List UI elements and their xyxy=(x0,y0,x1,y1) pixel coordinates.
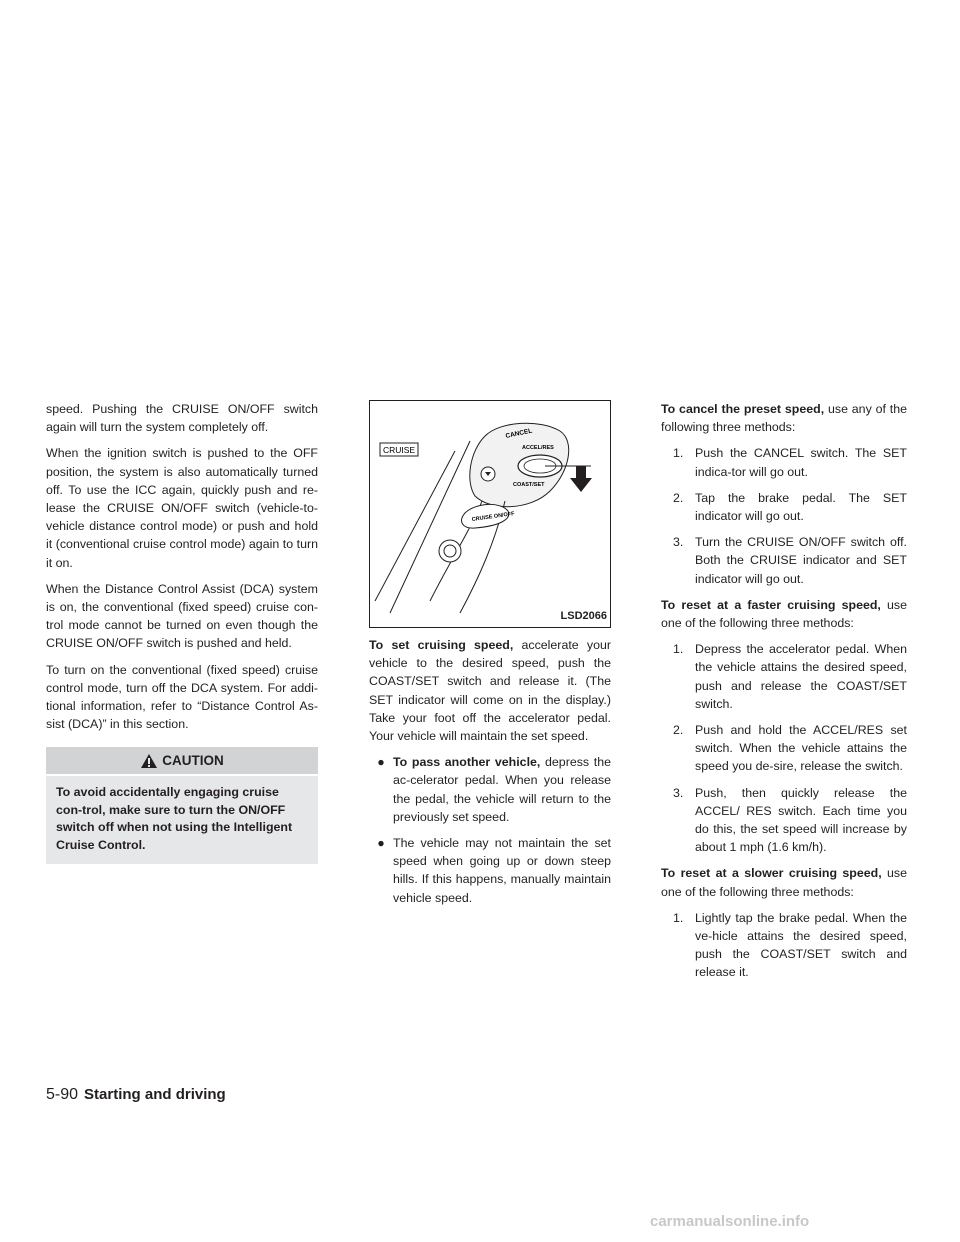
list-item xyxy=(661,640,907,713)
cruise-switch-illustration xyxy=(369,400,611,628)
steering-wheel-switch-drawing xyxy=(370,401,610,627)
faster-intro: use one of the following three methods: xyxy=(661,597,907,631)
paragraph: speed. Pushing the CRUISE ON/OFF switch again will turn the system completely off. xyxy=(46,402,318,435)
caution-title: CAUTION xyxy=(162,752,224,768)
set-speed-paragraph xyxy=(369,636,611,745)
slower-steps xyxy=(661,909,907,982)
step-number: 1. xyxy=(673,910,684,925)
list-item xyxy=(661,533,907,588)
step-text: Tap the brake pedal. The SET indicator will go out. xyxy=(695,490,907,524)
section-title: Starting and driving xyxy=(84,1086,226,1103)
step-number: 2. xyxy=(673,723,684,738)
step-text: Depress the accelerator pedal. When the vehicle attains the desired speed, push and release the COAST/SET switch. xyxy=(695,642,907,711)
list-item xyxy=(661,489,907,525)
caution-header xyxy=(46,747,318,776)
bullet-icon: ● xyxy=(377,755,385,770)
paragraph: When the ignition switch is pushed to the OFF position, the system is also automatically turned off. To use the ICC again, quickly push and re-lease the CRUISE ON/OFF switch (vehicle-to-vehicle distance control mode) or push and hold it (conventional cruise control mode) again to turn it on. xyxy=(46,446,318,570)
right-column xyxy=(661,400,907,990)
figure-label-cruise: CRUISE xyxy=(382,445,416,455)
slower-heading: To reset at a slower cruising speed, xyxy=(661,866,882,881)
slower-intro: use one of the following three methods: xyxy=(661,866,908,899)
step-number: 1. xyxy=(673,642,684,657)
slower-paragraph xyxy=(661,864,907,900)
step-text: Turn the CRUISE ON/OFF switch off. Both the CRUISE indicator and SET indicator will go out. xyxy=(695,535,907,586)
bullet-list xyxy=(369,753,611,907)
step-number: 1. xyxy=(673,446,684,461)
cancel-heading: To cancel the preset speed, xyxy=(661,402,825,416)
caution-text: To avoid accidentally engaging cruise con-trol, make sure to turn the ON/OFF switch off when not using the Intelligent Cruise Control. xyxy=(46,776,318,864)
step-text: Push and hold the ACCEL/RES set switch. When the vehicle attains the speed you de-sire, release the switch. xyxy=(695,723,907,774)
warning-triangle-icon xyxy=(140,753,158,769)
bullet-icon: ● xyxy=(377,836,385,851)
steep-hills-text: The vehicle may not maintain the set speed when going up or down steep hills. If this happens, manually maintain vehicle speed. xyxy=(393,836,611,905)
list-item xyxy=(661,909,907,982)
cancel-steps xyxy=(661,444,907,587)
faster-steps xyxy=(661,640,907,856)
left-column xyxy=(46,400,318,864)
figure-label-cruise-on-off: CRUISE ON/OFF xyxy=(471,511,515,523)
step-number: 2. xyxy=(673,490,684,505)
caution-box xyxy=(46,747,318,864)
faster-heading: To reset at a faster cruising speed, xyxy=(661,597,881,612)
set-speed-heading: To set cruising speed, xyxy=(369,638,514,652)
paragraph: To turn on the conventional (fixed speed) cruise control mode, turn off the DCA system. For addi-tional information, refer to “Distance Control As-sist (DCA)” in this section. xyxy=(46,662,318,732)
step-text: Push, then quickly release the ACCEL/ RES switch. Each time you do this, the set speed will increase by about 1 mph (1.6 km/h). xyxy=(695,785,907,855)
set-speed-text: accelerate your vehicle to the desired speed, push the COAST/SET switch and release it. (The SET indicator will come on in the display.) Take your foot off the accelerator pedal. Your vehicle will maintain the set speed. xyxy=(369,638,611,744)
watermark: carmanualsonline.info xyxy=(650,1213,810,1230)
pass-vehicle-text: depress the ac-celerator pedal. When you release the pedal, the vehicle will return to the previously set speed. xyxy=(393,755,611,824)
cancel-paragraph xyxy=(661,400,907,436)
step-number: 3. xyxy=(673,535,684,550)
list-item xyxy=(661,444,907,480)
page-footer xyxy=(46,1086,226,1104)
step-text: Lightly tap the brake pedal. When the ve-hicle attains the desired speed, push the COAST/SET switch and release it. xyxy=(695,910,907,980)
figure-label-coast-set: COAST/SET xyxy=(513,482,545,488)
list-item xyxy=(661,784,907,857)
cancel-intro: use any of the following three methods: xyxy=(661,402,907,435)
list-item xyxy=(369,753,611,826)
list-item xyxy=(369,834,611,907)
pass-vehicle-heading: To pass another vehicle, xyxy=(393,755,541,770)
step-number: 3. xyxy=(673,785,684,800)
figure-label-cancel: CANCEL xyxy=(504,427,533,440)
figure-label-accel-res: ACCEL/RES xyxy=(522,445,554,451)
paragraph: When the Distance Control Assist (DCA) system is on, the conventional (fixed speed) cruise con-trol mode cannot be turned on even though the CRUISE ON/OFF switch is pushed and held. xyxy=(46,581,318,651)
middle-column xyxy=(369,400,611,915)
figure-id: LSD2066 xyxy=(560,609,607,622)
step-text: Push the CANCEL switch. The SET indica-tor will go out. xyxy=(695,446,907,479)
faster-paragraph xyxy=(661,596,907,632)
list-item xyxy=(661,721,907,776)
page-number: 5-90 xyxy=(46,1086,79,1103)
